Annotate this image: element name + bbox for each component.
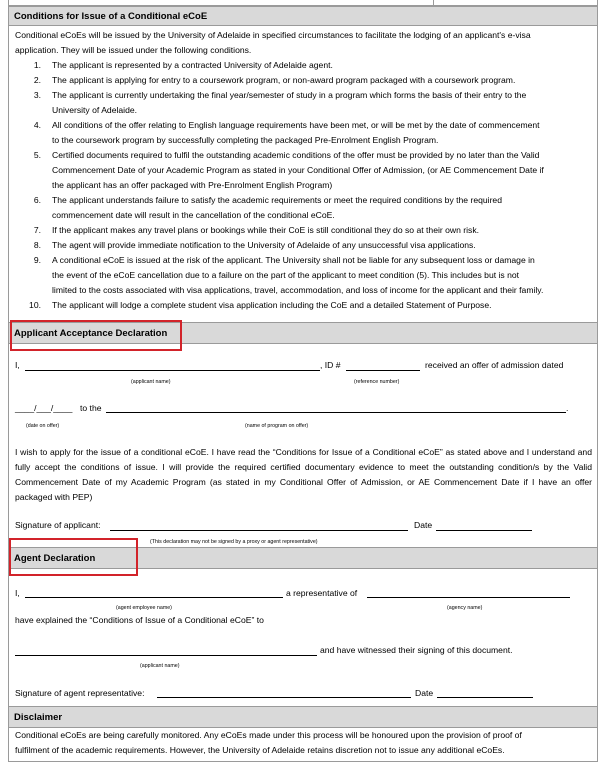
agent-header-highlight [9, 538, 138, 576]
condition-number: 1. [33, 60, 41, 70]
agent-i-label: I, [15, 588, 20, 598]
applicant-signature-field[interactable] [110, 530, 408, 531]
condition-number: 8. [33, 240, 41, 250]
agent-explained-text: have explained the “Conditions of Issue of a Conditional eCoE” to [15, 615, 264, 625]
conditions-intro-line1: Conditional eCoEs will be issued by the University of Adelaide in specified circumstances to facilitate the lodging of an applicant's e-visa [15, 30, 531, 40]
condition-number: 3. [33, 90, 41, 100]
condition-text: A conditional eCoE is issued at the risk of the applicant. The University shall not be liable for any subsequent loss or damage in [52, 255, 535, 265]
condition-text: The applicant is currently undertaking the final year/semester of study in a program which forms the basis of their entry to the [52, 90, 527, 100]
applicant-name-field[interactable] [25, 370, 320, 371]
applicant-i-label: I, [15, 360, 20, 370]
applicant-signature-label: Signature of applicant: [15, 520, 101, 530]
agent-employee-name-field[interactable] [25, 597, 283, 598]
condition-text: All conditions of the offer relating to English language requirements have been met, or will be met by the date of commencement [52, 120, 540, 130]
program-name-caption: (name of program on offer) [245, 423, 309, 429]
agent-signature-label: Signature of agent representative: [15, 688, 145, 698]
reference-number-caption: (reference number) [354, 379, 400, 385]
agency-name-caption: (agency name) [447, 605, 483, 611]
condition-text: The applicant is represented by a contracted University of Adelaide agent. [52, 60, 333, 70]
agency-name-field[interactable] [367, 597, 570, 598]
representative-of-label: a representative of [286, 588, 358, 598]
condition-number: 5. [33, 150, 41, 160]
condition-number: 7. [33, 225, 41, 235]
conditions-intro-line2: application. They will be issued under the following conditions. [15, 45, 252, 55]
applicant-name-caption: (applicant name) [131, 379, 171, 385]
condition-text: to the coursework program by successfully completing the packaged Pre-Enrolment English Program. [52, 135, 439, 145]
agent-signature-field[interactable] [157, 697, 411, 698]
condition-number: 10. [29, 300, 41, 310]
condition-text: University of Adelaide. [52, 105, 138, 115]
received-offer-text: received an offer of admission dated [425, 360, 564, 370]
reference-number-field[interactable] [346, 370, 420, 371]
conditions-header: Conditions for Issue of a Conditional eCoE [9, 6, 597, 26]
condition-text: the applicant has an offer packaged with Pre-Enrolment English Program) [52, 180, 333, 190]
agent-header: Agent Declaration [9, 547, 597, 569]
agent-date-field[interactable] [437, 697, 533, 698]
disclaimer-header: Disclaimer [9, 706, 597, 728]
condition-text: limited to the costs associated with visa applications, travel, accommodation, and loss of income for the applicant and their family. [52, 285, 544, 295]
condition-number: 2. [33, 75, 41, 85]
condition-number: 9. [33, 255, 41, 265]
agent-date-label: Date [415, 688, 434, 698]
condition-text: The applicant will lodge a complete student visa application including the CoE and a detailed Statement of Purpose. [52, 300, 492, 310]
agent-applicant-name-field[interactable] [15, 655, 317, 656]
applicant-header-highlight [10, 320, 182, 351]
condition-text: The applicant understands failure to satisfy the academic requirements or meet the required conditions by the required [52, 195, 502, 205]
date-on-offer-caption: (date on offer) [26, 423, 60, 429]
applicant-date-field[interactable] [436, 530, 532, 531]
condition-text: commencement date will result in the cancellation of the conditional eCoE. [52, 210, 335, 220]
offer-date-field[interactable]: ____/___/____ [15, 403, 73, 413]
condition-number: 4. [33, 120, 41, 130]
condition-text: The agent will provide immediate notification to the University of Adelaide of any unsuccessful visa applications. [52, 240, 476, 250]
condition-number: 6. [33, 195, 41, 205]
disclaimer-line1: Conditional eCoEs are being carefully monitored. Any eCoEs made under this process will be honoured upon the provision of proof of [15, 730, 522, 740]
to-the-label: to the [80, 403, 102, 413]
program-name-field[interactable] [106, 412, 566, 413]
applicant-declaration-paragraph: I wish to apply for the issue of a conditional eCoE. I have read the “Conditions for Issue of a Conditional eCoE” as stated above and I understand and fully accept the conditions of issue. I will provide the required certified documentary evidence to meet the outstanding condition/s by the Valid Commencement Date of my Academic Program (as stated in my Conditional Offer of Admission, or AE Commencement Date if I have an offer packaged with PEP) [15, 447, 592, 502]
proxy-note: (This declaration may not be signed by a proxy or agent representative) [150, 539, 318, 545]
condition-text: Certified documents required to fulfil the outstanding academic conditions of the offer must be provided by no later than the Valid [52, 150, 540, 160]
applicant-header: Applicant Acceptance Declaration [9, 322, 597, 344]
condition-text: Commencement Date of your Academic Program as stated in your Conditional Offer of Admission, (or AE Commencement Date if [52, 165, 544, 175]
condition-text: If the applicant makes any travel plans or bookings while their CoE is still conditional they do so at their own risk. [52, 225, 480, 235]
condition-text: the event of the eCoE cancellation due to a failure on the part of the applicant to meet condition (5). This includes but is not [52, 270, 520, 280]
program-period: . [566, 403, 569, 413]
applicant-date-label: Date [414, 520, 433, 530]
applicant-id-label: , ID # [320, 360, 341, 370]
agent-witnessed-text: and have witnessed their signing of this document. [320, 645, 513, 655]
condition-text: The applicant is applying for entry to a coursework program, or non-award program packaged with a coursework program. [52, 75, 516, 85]
disclaimer-line2: fulfilment of the academic requirements. However, the University of Adelaide retains discretion not to issue any additional eCoEs. [15, 745, 505, 755]
agent-applicant-caption: (applicant name) [140, 663, 180, 669]
agent-employee-caption: (agent employee name) [116, 605, 172, 611]
